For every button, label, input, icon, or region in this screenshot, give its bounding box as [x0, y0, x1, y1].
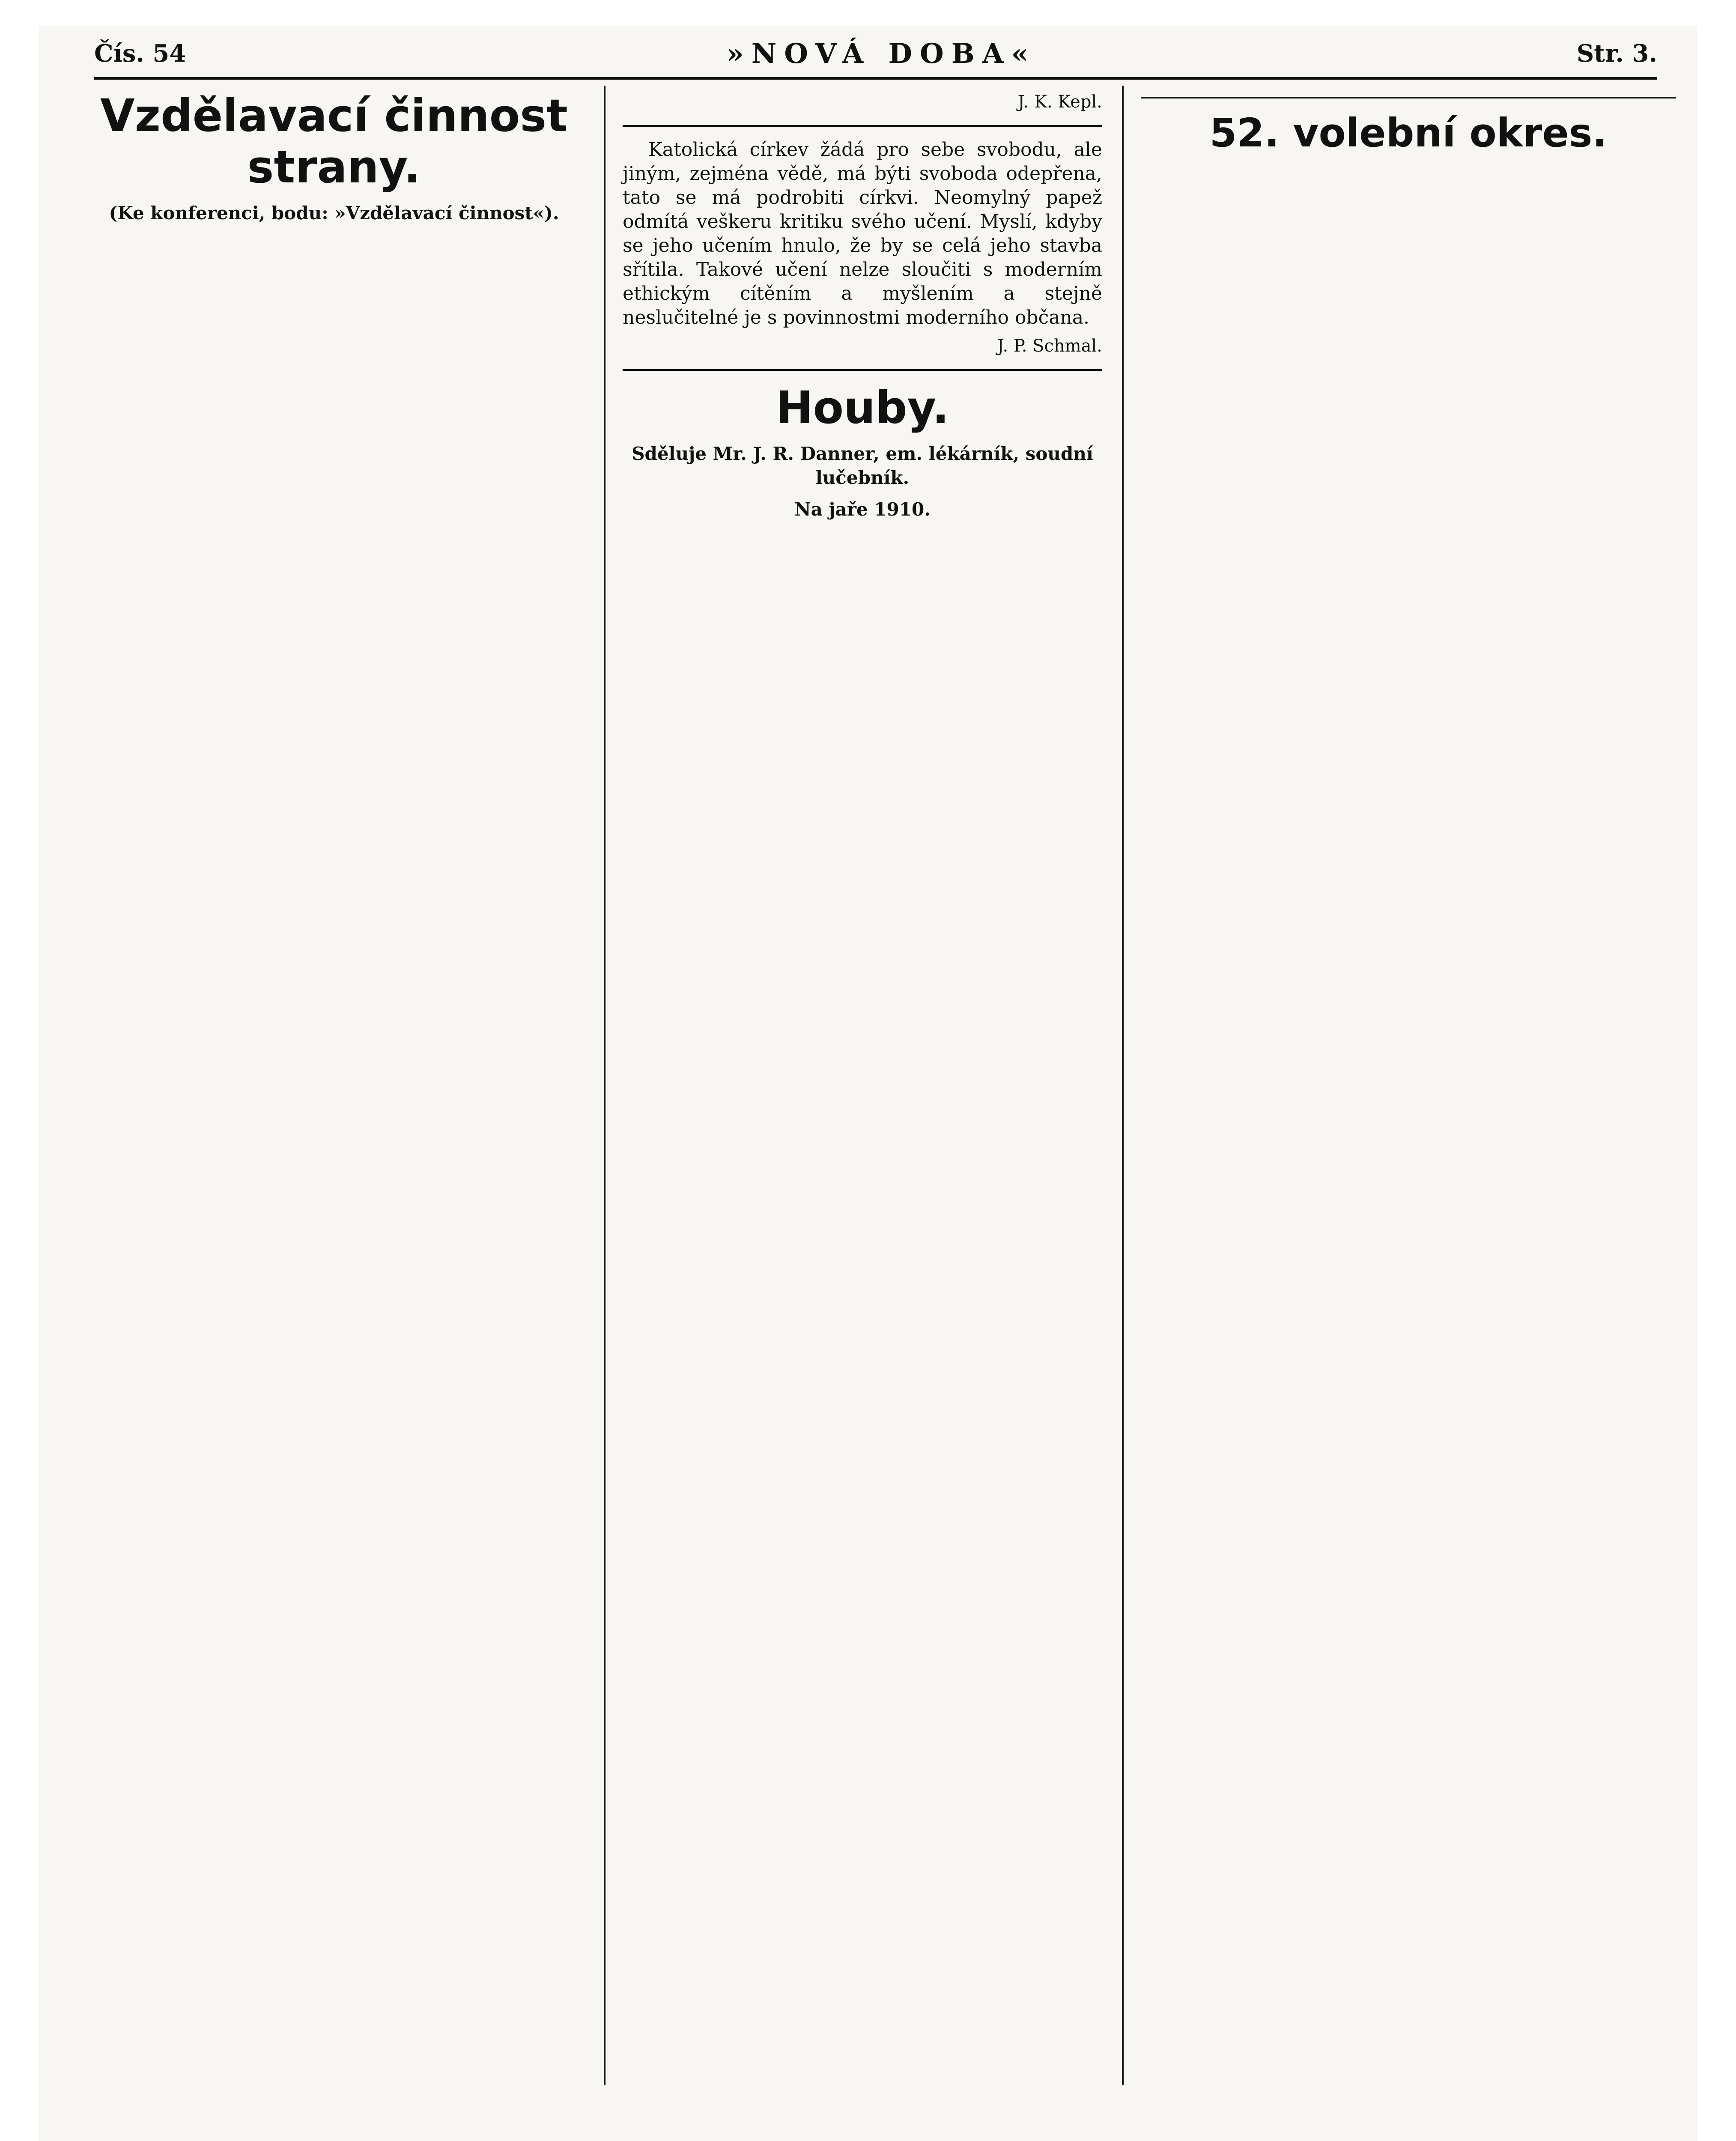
- column-3: [1122, 86, 1676, 2085]
- page-number: Str. 3.: [1576, 39, 1657, 68]
- divider: [1141, 97, 1676, 98]
- signature: J. K. Kepl.: [1017, 92, 1102, 112]
- quote-paragraph: Katolická církev žádá pro sebe svobodu, ale jiným, zejména vědě, má býti svoboda odepřena, tato se má podrobiti církvi. Neomylný papež odmítá veškeru kritiku svého učení. Myslí, kdyby se jeho učením hnulo, že by se celá jeho stavba sřítila. Takové učení nelze sloučiti s moderním ethickým cítěním a myšlením a stejně neslučitelné je s povinnostmi moderního občana.: [623, 139, 1102, 328]
- article-heading: Houby.: [776, 382, 949, 434]
- section-heading: 52. volební okres.: [1209, 110, 1608, 156]
- article-subheading: (Ke konferenci, bodu: »Vzdělavací činnost«).: [109, 203, 559, 224]
- signature: J. P. Schmal.: [997, 336, 1102, 356]
- article-heading: Vzdělavací činnost strany.: [100, 89, 568, 193]
- divider: [623, 125, 1102, 127]
- divider: [623, 369, 1102, 371]
- byline: Sděluje Mr. J. R. Danner, em. lékárník, soudní lučebník.: [632, 443, 1093, 488]
- column-2: [604, 86, 1102, 2085]
- newspaper-title: »NOVÁ DOBA«: [726, 37, 1036, 70]
- masthead: [94, 30, 1657, 80]
- section-title: Na jaře 1910.: [794, 499, 931, 520]
- column-1: [94, 86, 574, 2085]
- issue-number: Čís. 54: [94, 39, 186, 68]
